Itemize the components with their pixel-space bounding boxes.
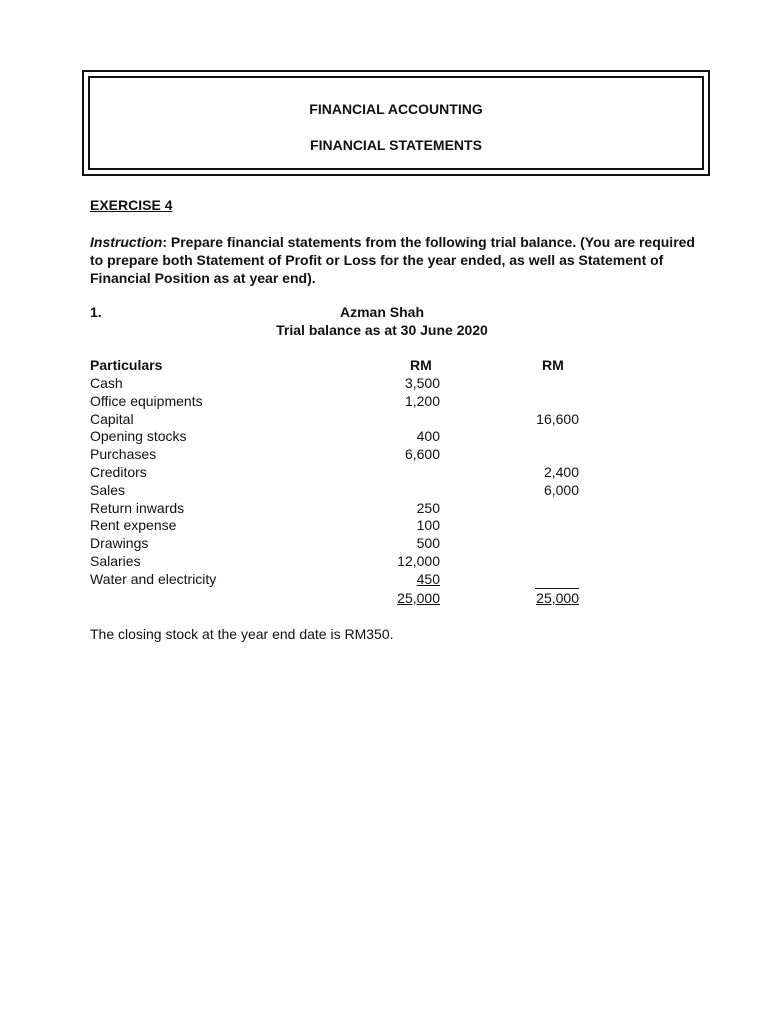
row-particular: Purchases xyxy=(90,446,157,463)
header-credit: RM xyxy=(542,357,564,373)
table-row xyxy=(0,535,768,553)
row-particular: Creditors xyxy=(90,464,147,480)
table-row xyxy=(0,553,768,571)
row-particular: Capital xyxy=(90,410,134,427)
title-inner-border xyxy=(88,76,704,170)
table-row xyxy=(0,482,768,500)
row-credit: 6,000 xyxy=(543,481,579,498)
table-row xyxy=(0,517,768,535)
row-particular: Office equipments xyxy=(90,392,203,409)
row-debit: 12,000 xyxy=(397,553,440,569)
table-row xyxy=(0,571,768,589)
table-row xyxy=(0,446,768,464)
row-debit: 450 xyxy=(416,570,440,587)
row-credit: 16,600 xyxy=(536,410,579,427)
instruction-label: Instruction xyxy=(90,234,163,250)
row-particular: Cash xyxy=(90,375,123,391)
row-debit: 3,500 xyxy=(404,375,440,391)
table-row xyxy=(0,393,768,411)
exercise-heading: EXERCISE 4 xyxy=(90,197,173,213)
credit-sum-rule xyxy=(535,588,579,589)
row-debit: 100 xyxy=(416,517,440,534)
row-credit: 2,400 xyxy=(543,464,579,480)
total-credit: 25,000 xyxy=(536,590,579,606)
instruction-paragraph xyxy=(90,233,700,287)
row-debit: 1,200 xyxy=(404,392,440,409)
row-particular: Opening stocks xyxy=(90,428,187,445)
row-particular: Drawings xyxy=(90,535,149,552)
totals-row xyxy=(0,590,768,608)
instruction-text: : Prepare financial statements from the following trial balance. (You are required to prepare both Statement of Profit or Loss for the year ended, as well as Statement of Financial Position as at year end). xyxy=(90,234,695,286)
question-number: 1. xyxy=(90,304,102,320)
course-title: FINANCIAL ACCOUNTING xyxy=(309,101,483,117)
header-debit: RM xyxy=(410,357,432,373)
closing-stock-note: The closing stock at the year end date is RM350. xyxy=(90,626,394,642)
header-particulars: Particulars xyxy=(90,357,163,373)
company-name: Azman Shah xyxy=(339,304,424,320)
row-debit: 400 xyxy=(416,428,440,445)
row-debit: 500 xyxy=(416,535,440,552)
table-row xyxy=(0,464,768,482)
table-row xyxy=(0,428,768,446)
topic-title: FINANCIAL STATEMENTS xyxy=(310,137,482,153)
row-debit: 6,600 xyxy=(404,446,440,463)
table-row xyxy=(0,500,768,518)
title-box xyxy=(82,70,710,176)
row-particular: Water and electricity xyxy=(90,570,217,587)
table-row xyxy=(0,375,768,393)
row-particular: Rent expense xyxy=(90,517,177,534)
row-particular: Sales xyxy=(90,481,126,498)
trial-balance-subtitle: Trial balance as at 30 June 2020 xyxy=(276,322,488,338)
row-particular: Salaries xyxy=(90,553,141,569)
row-debit: 250 xyxy=(416,499,440,516)
total-debit: 25,000 xyxy=(397,590,440,606)
table-row xyxy=(0,411,768,429)
row-particular: Return inwards xyxy=(90,499,185,516)
